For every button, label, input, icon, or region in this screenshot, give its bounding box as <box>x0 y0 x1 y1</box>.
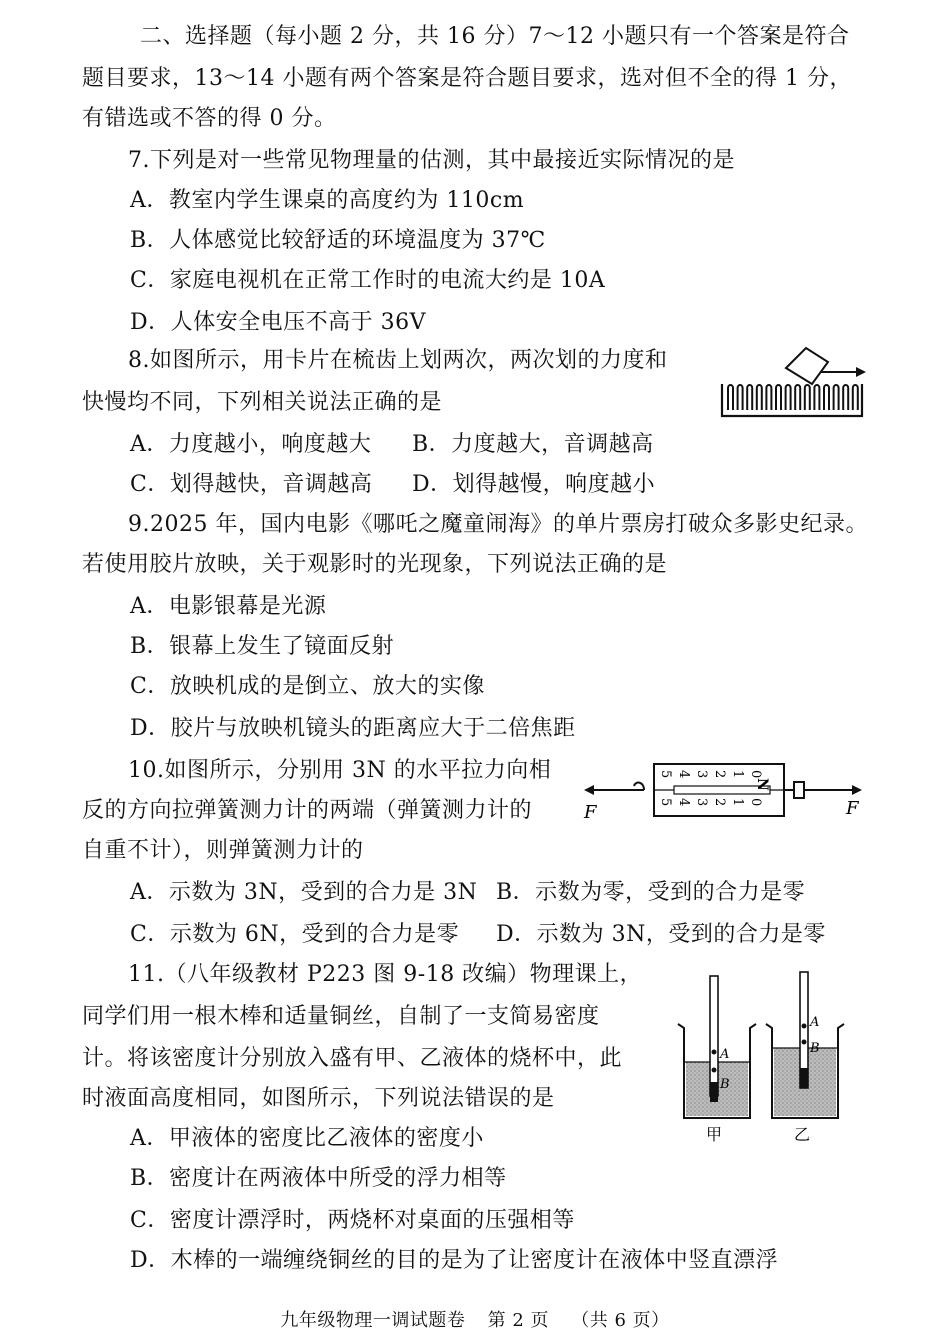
q10-stem-line-3: 自重不计），则弹簧测力计的 <box>82 838 364 863</box>
comb-card-figure <box>716 344 868 424</box>
mark-b-jia <box>712 1068 717 1073</box>
label-yi: 乙 <box>794 1125 811 1144</box>
beaker-yi <box>766 972 844 1144</box>
left-arrowhead <box>584 785 594 795</box>
hook <box>628 783 644 790</box>
scale-number-bottom: 1 <box>730 798 745 807</box>
q11-stem-line-4: 时液面高度相同，如图所示，下列说法错误的是 <box>82 1086 555 1111</box>
section-heading-line-2: 题目要求，13～14 小题有两个答案是符合题目要求，选对但不全的得 1 分， <box>82 66 852 91</box>
q7-option-c: C．家庭电视机在正常工作时的电流大约是 10A <box>130 268 606 293</box>
footer-page: 第 2 页 <box>487 1310 549 1331</box>
spring-scale-figure <box>580 756 866 826</box>
q10-option-d: D．示数为 3N，受到的合力是零 <box>496 922 826 947</box>
motion-arrowhead <box>856 367 866 377</box>
left-force-label: F <box>584 802 597 823</box>
copper-wire-yi <box>800 1068 808 1088</box>
mark-a-jia <box>712 1050 717 1055</box>
q10-stem-line-1: 10.如图所示，分别用 3N 的水平拉力向相 <box>128 758 552 783</box>
q11-stem-line-1: 11.（八年级教材 P223 图 9-18 改编）物理课上， <box>128 962 643 987</box>
q10-option-c: C．示数为 6N，受到的合力是零 <box>130 922 460 947</box>
q10-stem-line-2: 反的方向拉弹簧测力计的两端（弹簧测力计的 <box>82 798 533 823</box>
q8-stem-line-1: 8.如图所示，用卡片在梳齿上划两次，两次划的力度和 <box>128 348 668 373</box>
card-shape <box>786 348 828 384</box>
scale-number-bottom: 5 <box>658 798 673 807</box>
q8-option-d: D．划得越慢，响度越小 <box>412 472 656 497</box>
mark-b-yi <box>802 1040 807 1045</box>
label-a-yi: A <box>810 1015 820 1030</box>
scale-number-top: 0 <box>748 770 763 779</box>
mark-a-yi <box>802 1024 807 1029</box>
label-b-jia: B <box>720 1077 730 1092</box>
q10-option-a: A．示数为 3N，受到的合力是 3N <box>130 880 478 905</box>
q8-option-b: B．力度越大，音调越高 <box>412 432 654 457</box>
q11-stem-line-2: 同学们用一根木棒和适量铜丝，自制了一支简易密度 <box>82 1004 600 1029</box>
scale-number-bottom: 0 <box>748 798 763 807</box>
right-arrowhead <box>852 785 862 795</box>
q7-option-d: D．人体安全电压不高于 36V <box>130 310 427 335</box>
q9-option-a: A．电影银幕是光源 <box>130 594 327 619</box>
q9-option-c: C．放映机成的是倒立、放大的实像 <box>130 674 485 699</box>
scale-number-bottom: 4 <box>676 798 691 807</box>
q7-option-b: B．人体感觉比较舒适的环境温度为 37℃ <box>130 228 546 253</box>
footer-total: （共 6 页） <box>571 1310 670 1331</box>
scale-number-top: 1 <box>730 770 745 779</box>
q8-option-c: C．划得越快，音调越高 <box>130 472 373 497</box>
q9-option-d: D．胶片与放映机镜头的距离应大于二倍焦距 <box>130 716 576 741</box>
scale-unit: N <box>754 778 770 791</box>
pull-ring <box>794 782 804 798</box>
q7-option-a: A．教室内学生课桌的高度约为 110cm <box>130 188 525 213</box>
q10-option-b: B．示数为零，受到的合力是零 <box>496 880 806 905</box>
q8-stem-line-2: 快慢均不同，下列相关说法正确的是 <box>82 390 443 415</box>
section-heading-line-1: 二、选择题（每小题 2 分，共 16 分）7～12 小题只有一个答案是符合 <box>140 24 850 49</box>
section-heading-line-3: 有错选或不答的得 0 分。 <box>82 106 337 131</box>
scale-number-bottom: 2 <box>712 798 727 807</box>
q11-option-d: D．木棒的一端缠绕铜丝的目的是为了让密度计在液体中竖直漂浮 <box>130 1248 779 1273</box>
q9-option-b: B．银幕上发生了镜面反射 <box>130 634 395 659</box>
scale-number-bottom: 3 <box>694 798 709 807</box>
page-footer <box>0 1306 950 1332</box>
q9-stem-line-1: 9.2025 年，国内电影《哪吒之魔童闹海》的单片票房打破众多影史纪录。 <box>128 512 868 537</box>
q11-option-b: B．密度计在两液体中所受的浮力相等 <box>130 1166 507 1191</box>
label-jia: 甲 <box>706 1125 723 1144</box>
beaker-jia <box>678 976 756 1144</box>
q11-option-a: A．甲液体的密度比乙液体的密度小 <box>130 1126 484 1151</box>
q8-option-a: A．力度越小，响度越大 <box>130 432 372 457</box>
copper-wire-jia <box>710 1082 718 1102</box>
label-b-yi: B <box>810 1041 820 1056</box>
q7-stem: 7.下列是对一些常见物理量的估测，其中最接近实际情况的是 <box>128 148 735 173</box>
q9-stem-line-2: 若使用胶片放映，关于观影时的光现象，下列说法正确的是 <box>82 552 668 577</box>
comb-teeth <box>728 385 858 410</box>
footer-title: 九年级物理一调试题卷 <box>280 1310 466 1331</box>
q11-stem-line-3: 计。将该密度计分别放入盛有甲、乙液体的烧杯中，此 <box>82 1046 623 1071</box>
scale-number-top: 3 <box>694 770 709 779</box>
density-meter-figure <box>670 966 870 1146</box>
right-force-label: F <box>846 798 859 819</box>
q11-option-c: C．密度计漂浮时，两烧杯对桌面的压强相等 <box>130 1208 575 1233</box>
label-a-jia: A <box>720 1047 730 1062</box>
scale-number-top: 5 <box>658 770 673 779</box>
scale-number-top: 2 <box>712 770 727 779</box>
scale-number-top: 4 <box>676 770 691 779</box>
density-meter-jia <box>710 976 718 1096</box>
